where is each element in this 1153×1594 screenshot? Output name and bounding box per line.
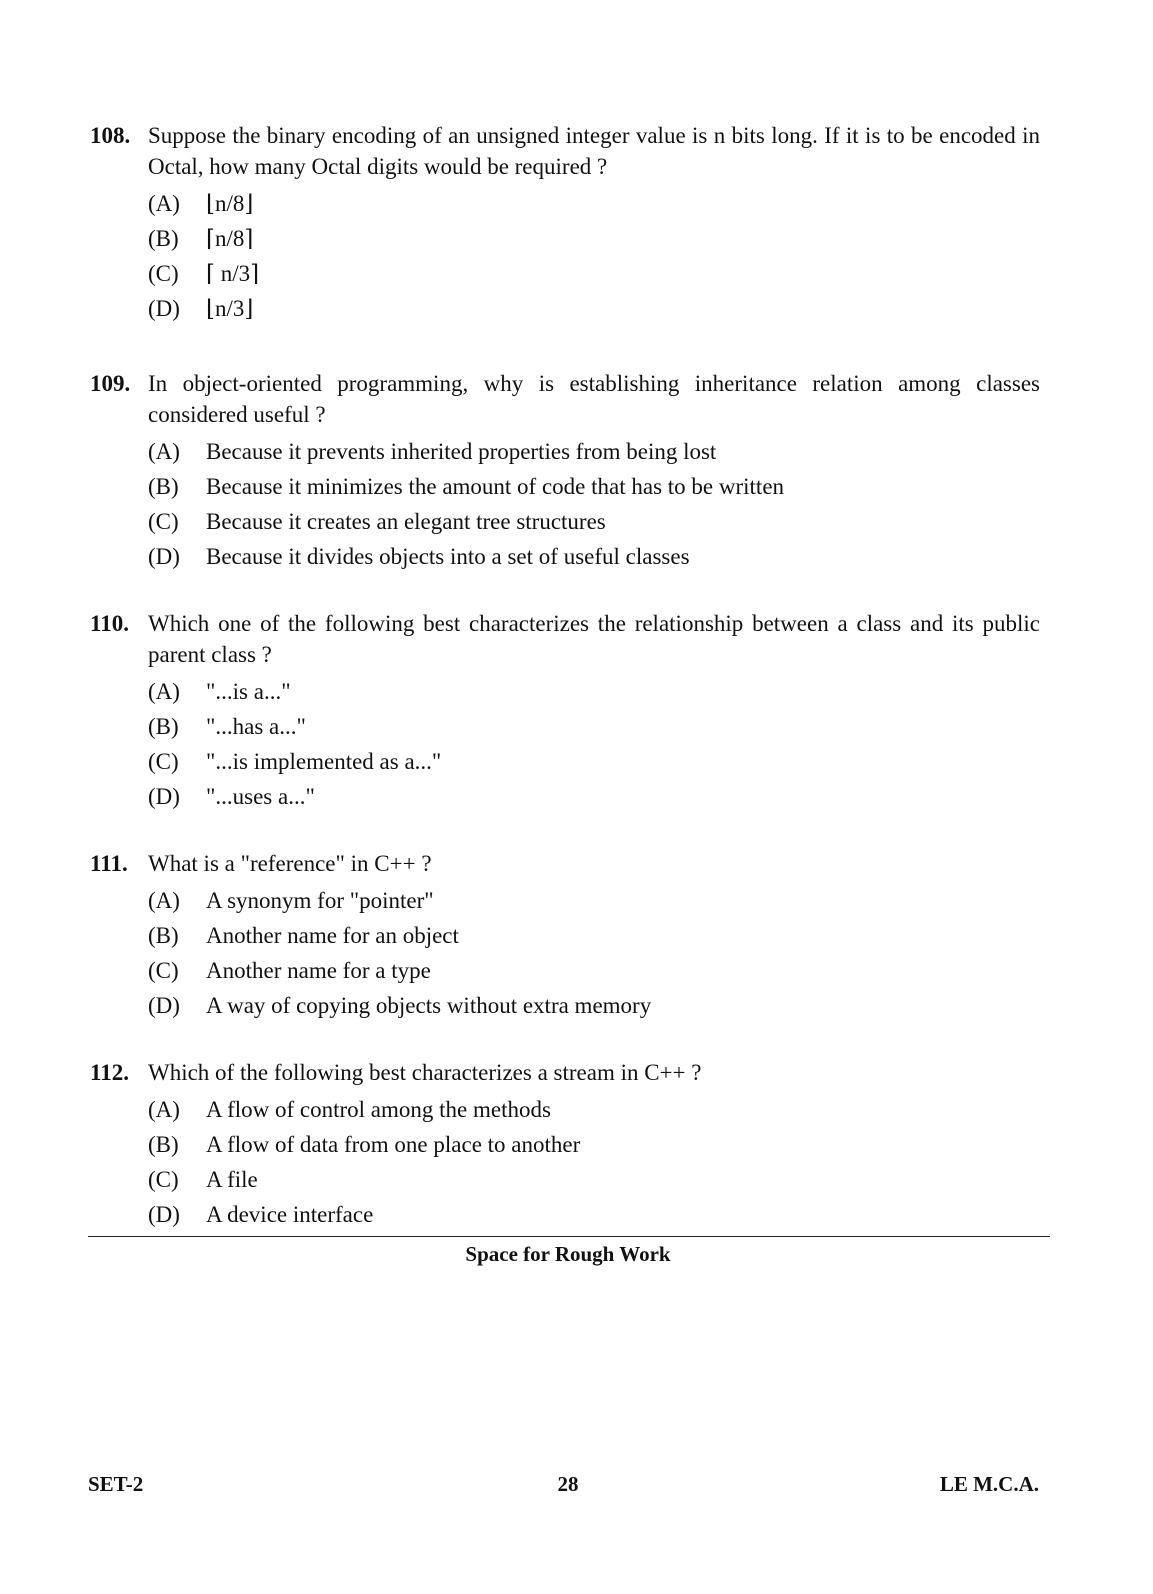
option-a <box>148 674 1040 709</box>
footer-page-number: 28 <box>557 1472 579 1496</box>
question-number: 109. <box>90 371 131 396</box>
option-text: ⌈n/8⌉ <box>206 226 254 251</box>
option-b <box>148 1127 1040 1162</box>
question-text: What is a "reference" in C++ ? <box>148 851 432 876</box>
option-list <box>148 186 1040 326</box>
option-text: A flow of control among the methods <box>206 1097 551 1122</box>
question-number: 110. <box>90 611 129 636</box>
option-text: ⌊n/8⌋ <box>206 191 254 216</box>
option-list <box>148 883 1040 1023</box>
option-b <box>148 709 1040 744</box>
option-list <box>148 434 1040 574</box>
option-d <box>148 291 1040 326</box>
question-108 <box>90 120 1040 326</box>
option-d <box>148 779 1040 814</box>
question-111 <box>90 848 1040 1023</box>
option-d <box>148 988 1040 1023</box>
option-label: (A) <box>148 888 180 913</box>
option-text: Another name for a type <box>206 958 431 983</box>
option-label: (A) <box>148 679 180 704</box>
option-label: (A) <box>148 191 180 216</box>
option-label: (B) <box>148 474 179 499</box>
option-a <box>148 434 1040 469</box>
option-text: "...has a..." <box>206 714 306 739</box>
option-c <box>148 256 1040 291</box>
option-text: A device interface <box>206 1202 374 1227</box>
question-text: Suppose the binary encoding of an unsigned integer value is n bits long. If it is to be encoded in Octal, how many Octal digits would be required ? <box>148 123 1040 179</box>
option-text: ⌈ n/3⌉ <box>206 261 260 286</box>
option-label: (A) <box>148 439 180 464</box>
option-text: A flow of data from one place to another <box>206 1132 581 1157</box>
option-text: "...is a..." <box>206 679 291 704</box>
option-c <box>148 504 1040 539</box>
option-text: "...uses a..." <box>206 784 315 809</box>
option-label: (A) <box>148 1097 180 1122</box>
option-a <box>148 883 1040 918</box>
option-text: A way of copying objects without extra memory <box>206 993 652 1018</box>
option-text: Because it minimizes the amount of code that has to be written <box>206 474 785 499</box>
option-label: (B) <box>148 714 179 739</box>
question-112 <box>90 1057 1040 1232</box>
option-text: Because it prevents inherited properties from being lost <box>206 439 717 464</box>
option-list <box>148 1092 1040 1232</box>
option-label: (C) <box>148 1167 179 1192</box>
option-b <box>148 469 1040 504</box>
option-c <box>148 953 1040 988</box>
question-109 <box>90 368 1040 574</box>
option-text: A synonym for "pointer" <box>206 888 434 913</box>
option-a <box>148 186 1040 221</box>
option-label: (C) <box>148 509 179 534</box>
option-b <box>148 918 1040 953</box>
option-text: Because it creates an elegant tree structures <box>206 509 606 534</box>
option-d <box>148 1197 1040 1232</box>
option-text: "...is implemented as a..." <box>206 749 442 774</box>
option-text: A file <box>206 1167 258 1192</box>
option-text: Another name for an object <box>206 923 459 948</box>
option-a <box>148 1092 1040 1127</box>
question-number: 112. <box>90 1060 129 1085</box>
question-number: 108. <box>90 123 131 148</box>
option-label: (B) <box>148 923 179 948</box>
option-text: ⌊n/3⌋ <box>206 296 254 321</box>
question-number: 111. <box>90 851 128 876</box>
rough-work-divider <box>88 1236 1050 1237</box>
option-label: (C) <box>148 958 179 983</box>
option-label: (D) <box>148 296 180 321</box>
option-label: (B) <box>148 226 179 251</box>
option-label: (C) <box>148 261 179 286</box>
option-label: (D) <box>148 1202 180 1227</box>
option-c <box>148 744 1040 779</box>
rough-work-heading: Space for Rough Work <box>465 1242 671 1266</box>
option-label: (B) <box>148 1132 179 1157</box>
question-text: Which of the following best characterizes a stream in C++ ? <box>148 1060 702 1085</box>
option-b <box>148 221 1040 256</box>
question-text: In object-oriented programming, why is establishing inheritance relation among classes considered useful ? <box>148 371 1040 427</box>
option-list <box>148 674 1040 814</box>
option-label: (D) <box>148 784 180 809</box>
footer-set-code: SET-2 <box>88 1472 144 1496</box>
option-label: (D) <box>148 544 180 569</box>
question-110 <box>90 608 1040 814</box>
option-label: (C) <box>148 749 179 774</box>
option-d <box>148 539 1040 574</box>
option-c <box>148 1162 1040 1197</box>
question-text: Which one of the following best characterizes the relationship between a class and its public parent class ? <box>148 611 1040 667</box>
option-text: Because it divides objects into a set of useful classes <box>206 544 690 569</box>
footer-exam-name: LE M.C.A. <box>939 1472 1039 1496</box>
option-label: (D) <box>148 993 180 1018</box>
